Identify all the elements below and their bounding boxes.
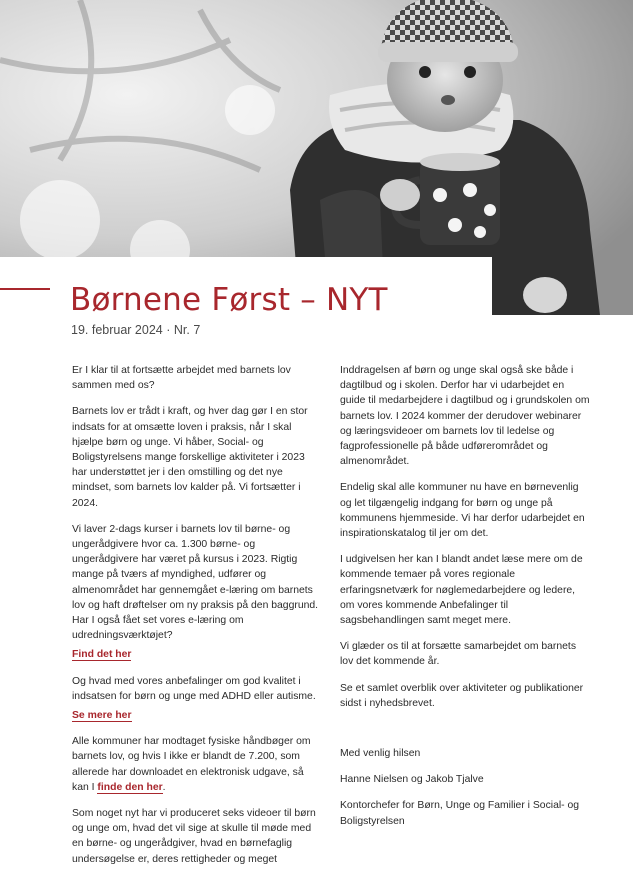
issue-number: Nr. 7 [173,323,201,337]
spacer [340,722,592,746]
paragraph: I udgivelsen her kan I blandt andet læse mere om de kommende temaer på vores regionale erfaringsnetværk for nøglemedarbejdere og ledere, om vores kommende Anbefalinger til sagsbehandlingen samt meget mere. [340,554,583,627]
se-mere-her-link[interactable]: Se mere her [72,710,132,722]
paragraph [72,522,322,644]
find-det-her-link[interactable]: Find det her [72,649,132,661]
signature-role: Kontorchefer for Børn, Unge og Familier i Social- og Boligstyrelsen [340,800,580,827]
paragraph [72,647,322,662]
signature-names: Hanne Nielsen og Jakob Tjalve [340,774,484,786]
issue-meta [71,323,200,337]
paragraph: Barnets lov er trådt i kraft, og hver dag gør I en stor indsats for at omsætte loven i praksis, når I skal hjælpe børn og unge. Vi håber, Social- og Boligstyrelsens mange forskellige aktiviteter i 2023 har understøttet jer i den omstilling og det nye mindset, som barnets lov kalder på. Vi fortsætter i 2024. [72,406,308,509]
right-column [340,363,592,840]
paragraph-text: Og hvad med vores anbefalinger om god kvalitet i indsatsen for børn og unge med ADHD eller autisme. [72,675,316,702]
paragraph [72,734,322,795]
paragraph-end: . [162,781,166,793]
left-column [72,363,322,878]
finde-den-her-link[interactable]: finde den her [97,781,163,793]
paragraph-text: Alle kommuner har modtaget fysiske håndbøger om barnets lov, og hvis I ikke er blandt de 7.200, som allerede har downloadet en elektronisk udgave, så kan I [72,736,311,793]
paragraph: Er I klar til at fortsætte arbejdet med barnets lov sammen med os? [72,365,291,392]
paragraph: Som noget nyt har vi produceret seks videoer til børn og unge om, hvad det vil sige at skulle til møde med en børne- og ungerådgiver, hvad en børnefaglig undersøgelse er, deres rettigheder og meget [72,808,316,865]
paragraph [72,708,322,723]
accent-rule [0,288,50,290]
meta-separator: · [166,323,171,337]
paragraph: Se et samlet overblik over aktiviteter og publikationer sidst i nyhedsbrevet. [340,682,584,709]
paragraph: Vi glæder os til at forsætte samarbejdet om barnets lov det kommende år. [340,641,577,668]
paragraph: Endelig skal alle kommuner nu have en børnevenlig og let tilgængelig indgang for børn og unge på kommunens hjemmeside. Vi har derfor udarbejdet en inspirationskatalog til jer om det. [340,482,585,540]
paragraph: Inddragelsen af børn og unge skal også ske både i dagtilbud og i skolen. Derfor har vi udarbejdet en guide til medarbejdere i dagtilbud og i grundskolen om barnets lov. I 2024 kommer der derudover webinarer og læringsvideoer om barnets lov til ledelse og fagprofessionelle på både udførerområdet og almenområdet. [340,365,590,468]
newsletter-title: Børnene Først – NYT [70,282,388,318]
paragraph [72,674,322,704]
closing: Med venlig hilsen [340,748,421,760]
paragraph-text: Vi laver 2-dags kurser i barnets lov til børne- og ungerådgivere hvor ca. 1.300 børne- og ungerådgivere har været på kursus i 2023. Rigtig mange på tværs af myndighed, udfører og almenområdet har gennemgået e-læring om barnets lov og haft drøftelser om ny praksis på den baggrund. Har I også fået set vores e-læring om udredningsværktøjet? [72,523,319,642]
issue-date: 19. februar 2024 [71,323,163,337]
